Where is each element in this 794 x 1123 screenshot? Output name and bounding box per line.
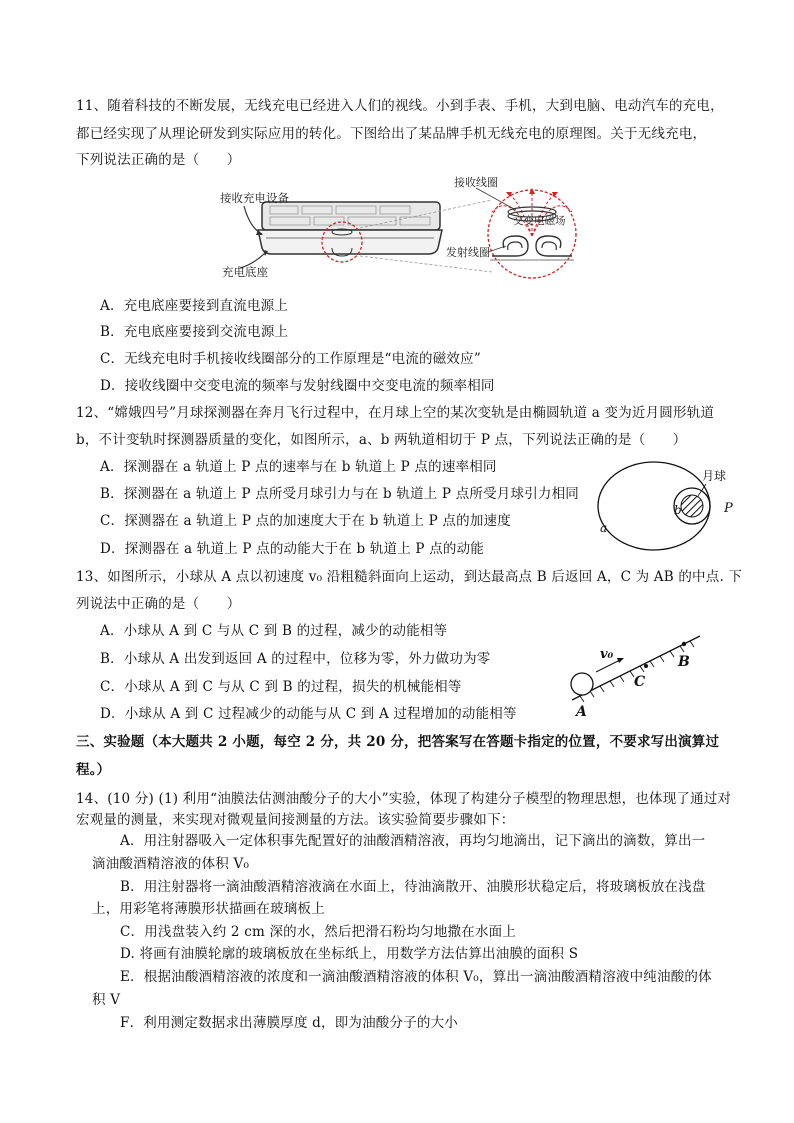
q14-stem-line1: 14、(10 分) (1) 利用“油膜法估测油酸分子的大小”实验，体现了构建分子模型的物理思想，也体现了通过对 xyxy=(76,791,732,807)
label-point-p: P xyxy=(724,501,733,516)
label-moon: 月球 xyxy=(702,469,727,483)
q11-stem-line2: 都已经实现了从理论研发到实际应用的转化。下图给出了某品牌手机无线充电的原理图。关于无线充电， xyxy=(76,126,707,142)
q14-step-d: D. 将画有油膜轮廓的玻璃板放在坐标纸上，用数学方法估算出油膜的面积 S xyxy=(120,946,579,962)
label-emitting-coil: 发射线圈 xyxy=(446,246,490,259)
label-charging-base: 充电底座 xyxy=(222,265,268,279)
q13-option-b: B．小球从 A 出发到返回 A 的过程中，位移为零，外力做功为零 xyxy=(100,651,491,667)
q12-option-b: B．探测器在 a 轨道上 P 点所受月球引力与在 b 轨道上 P 点所受月球引力相同 xyxy=(100,486,580,502)
q12-option-c: C．探测器在 a 轨道上 P 点的加速度大于在 b 轨道上 P 点的加速度 xyxy=(100,513,511,529)
section3-heading-line1: 三、实验题（本大题共 2 小题，每空 2 分，共 20 分，把答案写在答题卡指定的位置，不要求写出演算过 xyxy=(76,734,720,750)
q14-step-f: F．利用测定数据求出薄膜厚度 d，即为油酸分子的大小 xyxy=(120,1015,458,1031)
q13-option-c: C．小球从 A 到 C 与从 C 到 B 的过程，损失的机械能相等 xyxy=(100,679,462,695)
label-receiving-coil: 接收线圈 xyxy=(454,176,498,189)
q11-option-a: A．充电底座要接到直流电源上 xyxy=(100,298,289,314)
q13-option-a: A．小球从 A 到 C 与从 C 到 B 的过程，减少的动能相等 xyxy=(100,623,448,639)
section3-heading-line2: 程。） xyxy=(76,762,111,778)
q13-stem-line1: 13、如图所示，小球从 A 点以初速度 v₀ 沿粗糙斜面向上运动，到达最高点 B 后返回 A，C 为 AB 的中点. 下 xyxy=(76,569,743,585)
incline-diagram xyxy=(560,628,710,720)
q14-step-a-line1: A．用注射器吸入一定体积事先配置好的油酸酒精溶液，再均匀地滴出，记下滴出的滴数，算出一 xyxy=(120,833,706,849)
label-point-c: C xyxy=(634,674,646,690)
label-point-a: A xyxy=(576,704,587,720)
q14-step-c: C．用浅盘装入约 2 cm 深的水，然后把滑石粉均匀地撒在水面上 xyxy=(120,924,517,940)
q12-stem-line2: b，不计变轨时探测器质量的变化，如图所示，a、b 两轨道相切于 P 点，下列说法正确的是（ ） xyxy=(76,432,687,448)
q12-option-a: A．探测器在 a 轨道上 P 点的速率与在 b 轨道上 P 点的速率相同 xyxy=(100,459,497,475)
label-orbit-a: a xyxy=(600,521,608,535)
q12-stem-line1: 12、“嫦娥四号”月球探测器在奔月飞行过程中，在月球上空的某次变轨是由椭圆轨道 a 变为近月圆形轨道 xyxy=(76,405,715,421)
q14-step-b-line1: B．用注射器将一滴油酸酒精溶液滴在水面上，待油滴散开、油膜形状稳定后，将玻璃板放在浅盘 xyxy=(120,879,706,895)
q11-option-c: C．无线充电时手机接收线圈部分的工作原理是“电流的磁效应” xyxy=(100,351,481,367)
q14-stem-line2: 宏观量的测量，来实现对微观量间接测量的方法。该实验简要步骤如下： xyxy=(76,812,515,828)
q13-stem-line2: 列说法中正确的是（ ） xyxy=(76,596,241,612)
label-point-b: B xyxy=(678,654,690,670)
q14-step-e-line1: E．根据油酸酒精溶液的浓度和一滴油酸酒精溶液的体积 V₀，算出一滴油酸酒精溶液中纯油酸的体 xyxy=(120,969,712,985)
label-receiving-device: 接收充电设备 xyxy=(220,191,289,205)
q14-step-a-line2: 滴油酸酒精溶液的体积 V₀ xyxy=(92,856,250,872)
label-v0: v₀ xyxy=(600,647,614,662)
lunar-orbit-diagram xyxy=(594,450,744,556)
q14-step-b-line2: 上，用彩笔将薄膜形状描画在玻璃板上 xyxy=(92,901,325,917)
q11-stem-line3: 下列说法正确的是（ ） xyxy=(76,152,241,168)
q13-option-d: D．小球从 A 到 C 过程减少的动能与从 C 到 A 过程增加的动能相等 xyxy=(100,706,517,722)
q11-stem-line1: 11、随着科技的不断发展，无线充电已经进入人们的视线。小到手表、手机，大到电脑、电动汽车的充电， xyxy=(76,98,724,114)
q14-step-e-line2: 积 V xyxy=(92,992,121,1008)
q12-option-d: D．探测器在 a 轨道上 P 点的动能大于在 b 轨道上 P 点的动能 xyxy=(100,541,485,557)
wireless-charging-diagram xyxy=(210,172,590,284)
label-orbit-b: b xyxy=(674,503,682,517)
label-alternating-field: 交变电磁场 xyxy=(513,215,566,227)
q11-option-b: B．充电底座要接到交流电源上 xyxy=(100,324,289,340)
q11-option-d: D．接收线圈中交变电流的频率与发射线圈中交变电流的频率相同 xyxy=(100,378,495,394)
